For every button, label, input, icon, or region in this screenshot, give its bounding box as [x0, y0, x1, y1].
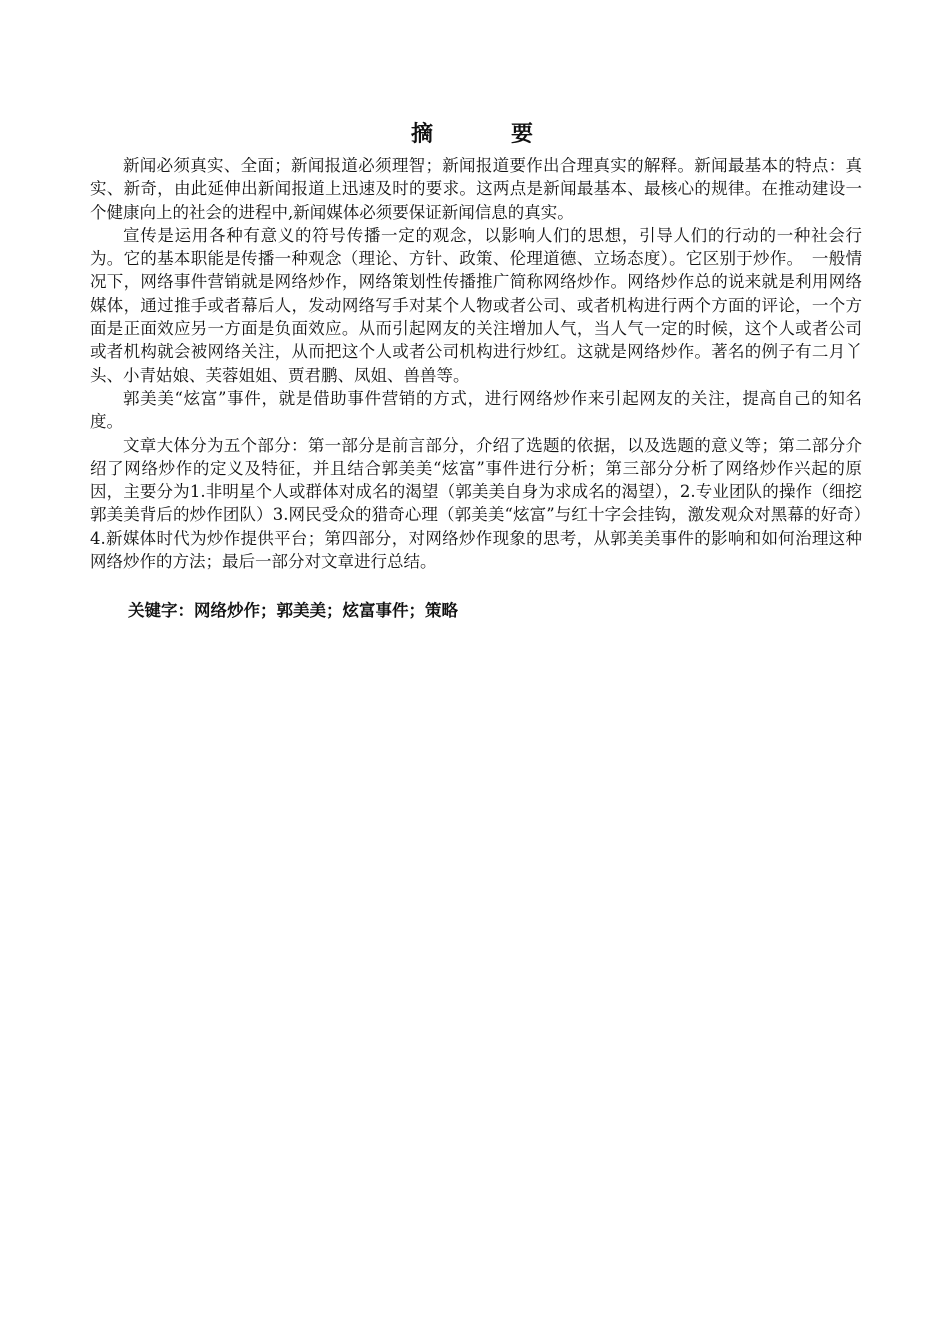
paragraph-news-truth: 新闻必须真实、全面；新闻报道必须理智；新闻报道要作出合理真实的解释。新闻最基本的特点：真实、新奇，由此延伸出新闻报道上迅速及时的要求。这两点是新闻最基本、最核心的规律。在推动建设一个健康向上的社会的进程中,新闻媒体必须要保证新闻信息的真实。: [90, 156, 862, 222]
paragraph-guo-meimei: 郭美美“炫富”事件，就是借助事件营销的方式，进行网络炒作来引起网友的关注，提高自己的知名度。: [90, 388, 862, 432]
keywords-line: 关键字：网络炒作；郭美美；炫富事件；策略: [128, 601, 458, 621]
paragraph-structure: 文章大体分为五个部分：第一部分是前言部分，介绍了选题的依据，以及选题的意义等；第二部分介绍了网络炒作的定义及特征，并且结合郭美美“炫富”事件进行分析；第三部分分析了网络炒作兴起的原因，主要分为1.非明星个人或群体对成名的渴望（郭美美自身为求成名的渴望），2.专业团队的操作（细挖郭美美背后的炒作团队）3.网民受众的猎奇心理（郭美美“炫富”与红十字会挂钩，激发观众对黑幕的好奇）4.新媒体时代为炒作提供平台；第四部分，对网络炒作现象的思考，从郭美美事件的影响和如何治理这种网络炒作的方法；最后一部分对文章进行总结。: [90, 435, 862, 572]
abstract-page: [90, 118, 862, 623]
abstract-title: 摘 要: [410, 122, 561, 147]
paragraph-propaganda-hype: 宣传是运用各种有意义的符号传播一定的观念，以影响人们的思想，引导人们的行动的一种社会行为。它的基本职能是传播一种观念（理论、方针、政策、伦理道德、立场态度）。它区别于炒作。 一般情况下，网络事件营销就是网络炒作，网络策划性传播推广简称网络炒作。网络炒作总的说来就是利用网络媒体，通过推手或者幕后人，发动网络写手对某个人物或者公司、或者机构进行两个方面的评论，一个方面是正面效应另一方面是负面效应。从而引起网友的关注增加人气，当人气一定的时候，这个人或者公司或者机构就会被网络关注，从而把这个人或者公司机构进行炒红。这就是网络炒作。著名的例子有二月丫头、小青姑娘、芙蓉姐姐、贾君鹏、凤姐、兽兽等。: [90, 225, 862, 385]
